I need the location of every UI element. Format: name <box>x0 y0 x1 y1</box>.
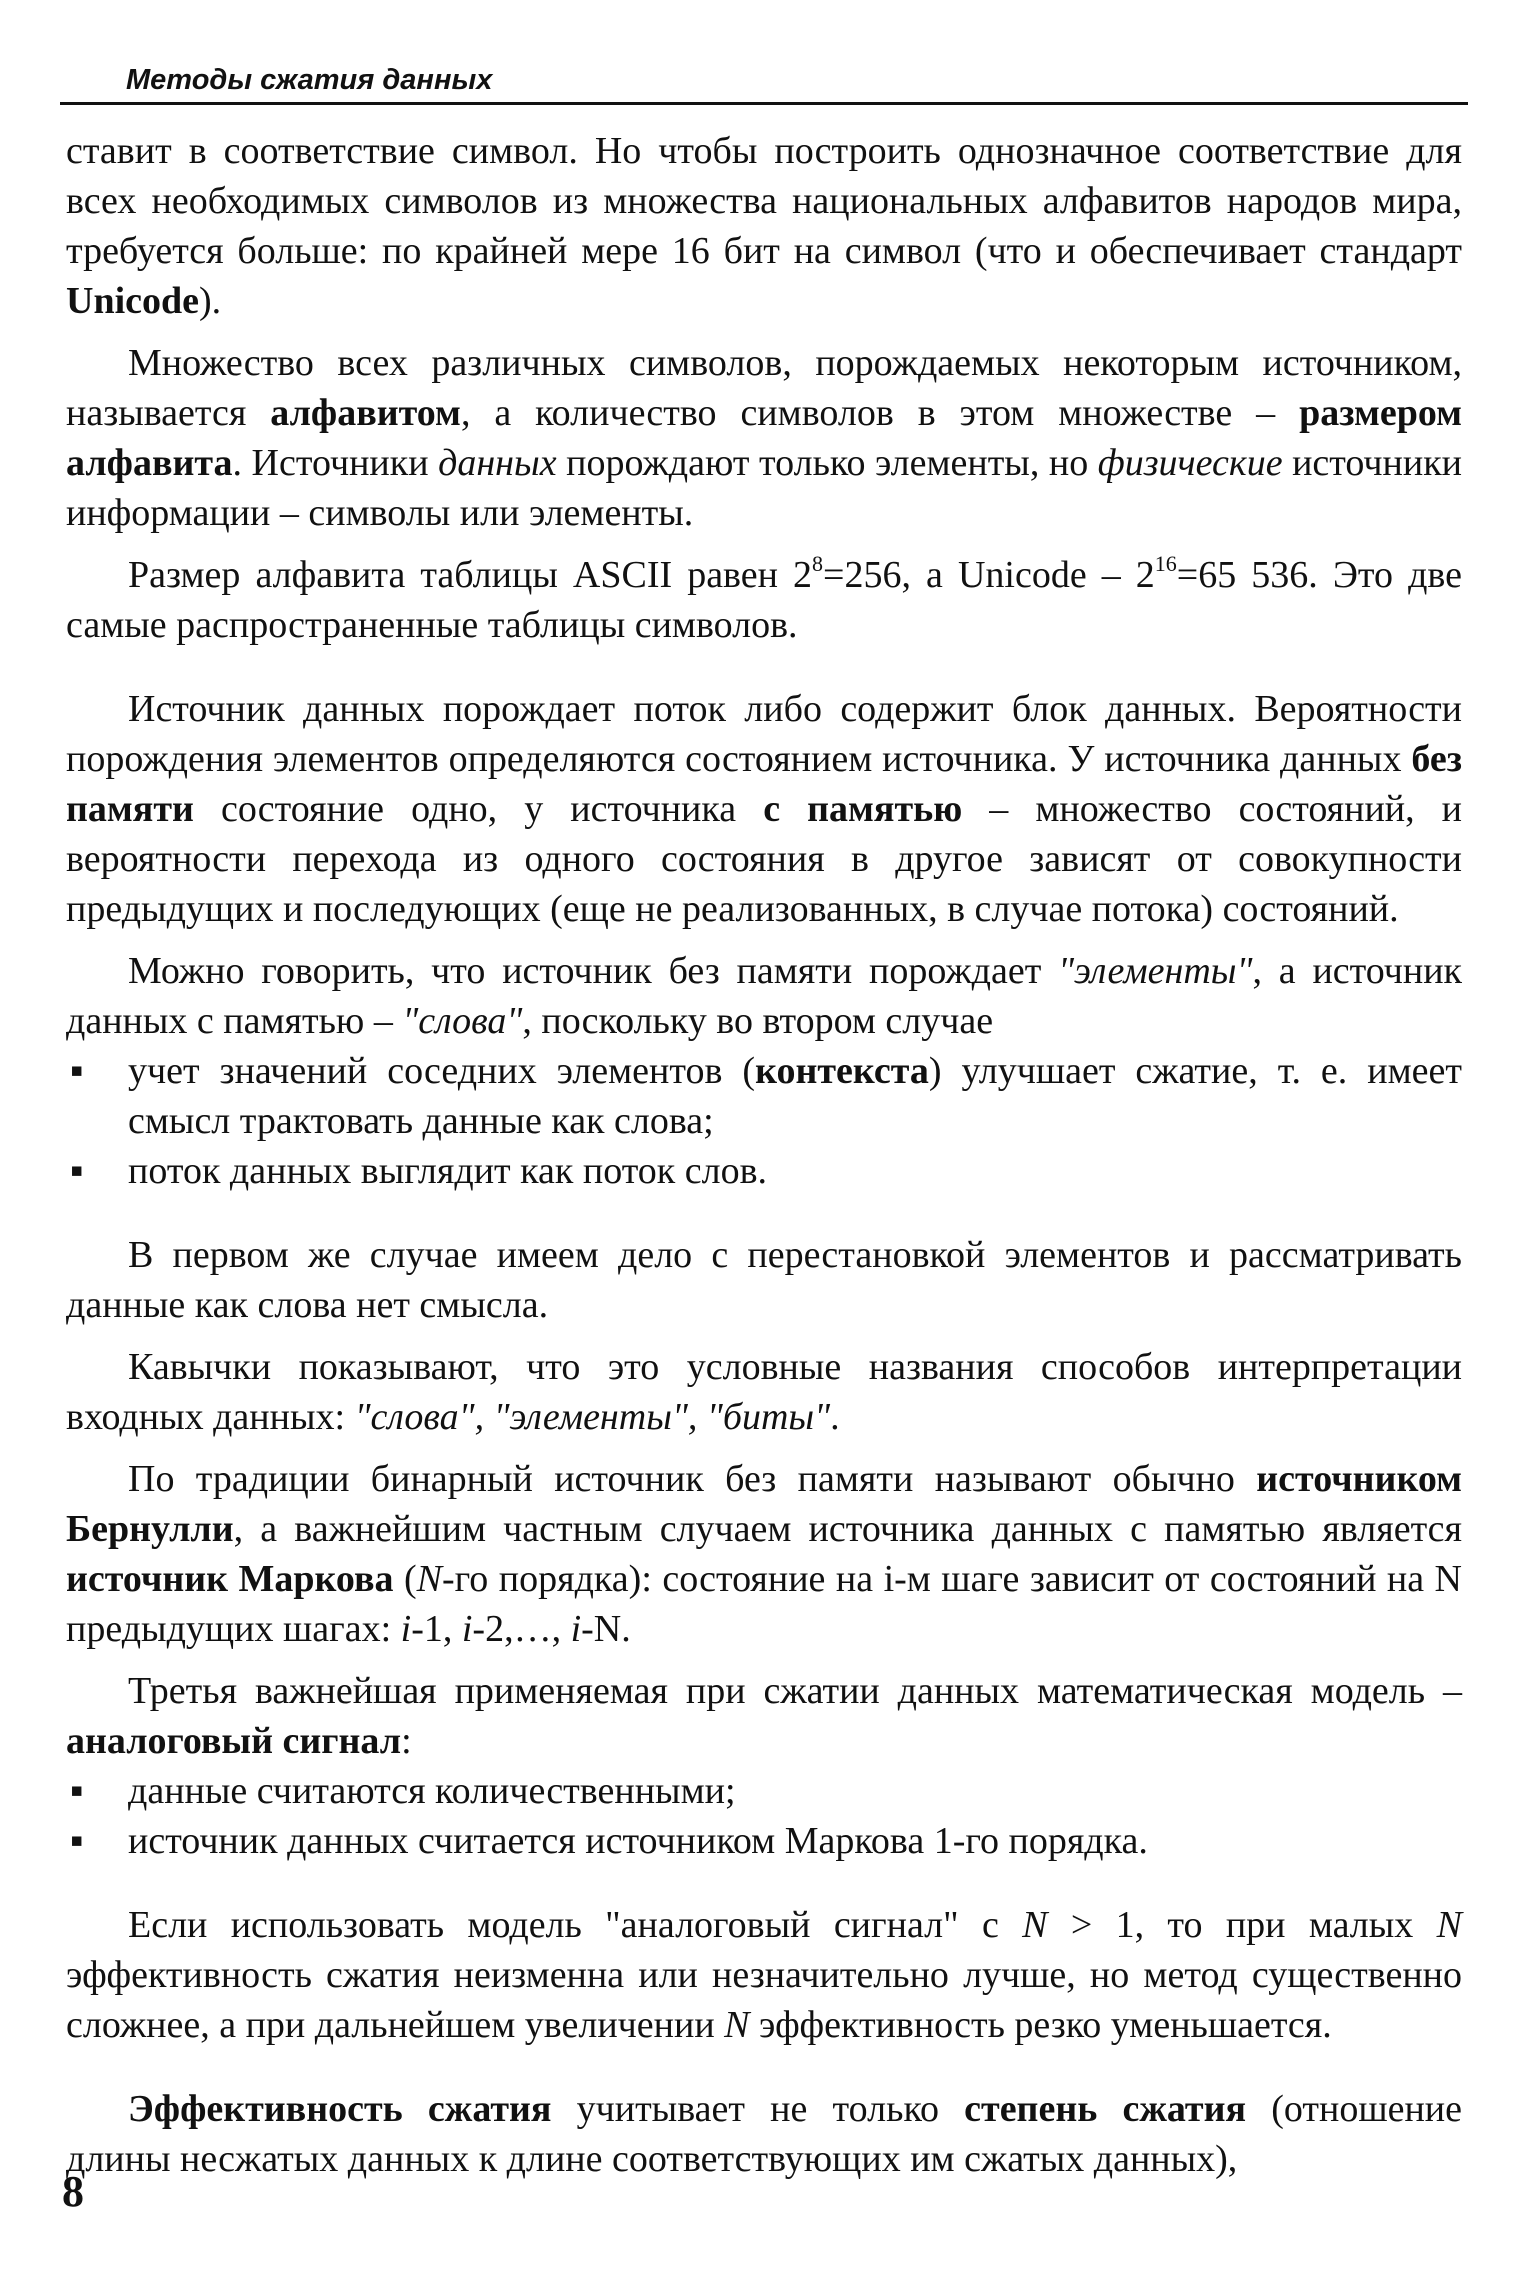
paragraph-4: Источник данных порождает поток либо содержит блок данных. Вероятности порождения элементов определяются состоянием источника. У источника данных без памяти состояние одно, у источника с памятью – множество состояний, и вероятности перехода из одного состояния в другое зависят от совокупности предыдущих и последующих (еще не реализованных, в случае потока) состояний. <box>66 688 1462 930</box>
paragraph-8: По традиции бинарный источник без памяти называют обычно источником Бернулли, а важнейшим частным случаем источника данных с памятью является источник Маркова (N-го порядка): состояние на i-м шаге зависит от состояний на N предыдущих шагах: i-1, i-2,…, i-N. <box>66 1458 1462 1650</box>
paragraph-3: Размер алфавита таблицы ASCII равен $2^8=256$, а Unicode – $2^{16}=65$ 536. Это две самые распространенные таблицы символов. <box>66 551 1463 646</box>
bullet-icon: ▪ <box>70 1050 84 1092</box>
bullet-icon: ▪ <box>70 1150 84 1192</box>
paragraph-1: ставит в соответствие символ. Но чтобы построить однозначное соответствие для всех необходимых символов из множества национальных алфавитов народов мира, требуется больше: по крайней мере 16 бит на символ (что и обеспечивает стандарт Unicode). <box>66 130 1462 322</box>
bullet-icon: ▪ <box>70 1770 84 1812</box>
page-body <box>66 126 1462 2184</box>
paragraph-10: Если использовать модель "аналоговый сигнал" с N > 1, то при малых N эффективность сжатия неизменна или незначительно лучше, но метод существенно сложнее, а при дальнейшем увеличении N эффективность резко уменьшается. <box>66 1904 1462 2046</box>
paragraph-11: Эффективность сжатия учитывает не только степень сжатия (отношение длины несжатых данных к длине соответствующих им сжатых данных), <box>66 2088 1462 2180</box>
paragraph-7: Кавычки показывают, что это условные названия способов интерпретации входных данных: "слова", "элементы", "биты". <box>66 1346 1462 1438</box>
list-item: ▪ учет значений соседних элементов (контекста) улучшает сжатие, т. е. имеет смысл трактовать данные как слова; <box>66 1046 1462 1146</box>
header-rule <box>60 102 1468 105</box>
list-item: ▪ поток данных выглядит как поток слов. <box>66 1146 1462 1196</box>
bullet-icon: ▪ <box>70 1820 84 1862</box>
paragraph-6: В первом же случае имеем дело с перестановкой элементов и рассматривать данные как слова нет смысла. <box>66 1234 1462 1326</box>
running-head: Методы сжатия данных <box>126 64 493 96</box>
page-number: 8 <box>62 2167 84 2216</box>
list-item: ▪ источник данных считается источником Маркова 1-го порядка. <box>66 1816 1462 1866</box>
paragraph-2: Множество всех различных символов, порождаемых некоторым источником, называется алфавитом, а количество символов в этом множестве – размером алфавита. Источники данных порождают только элементы, но физические источники информации – символы или элементы. <box>66 342 1463 534</box>
list-item: ▪ данные считаются количественными; <box>66 1766 1462 1816</box>
paragraph-9: Третья важнейшая применяемая при сжатии данных математическая модель – аналоговый сигнал: <box>66 1670 1462 1762</box>
paragraph-5: Можно говорить, что источник без памяти порождает "элементы", а источник данных с памятью – "слова", поскольку во втором случае <box>66 950 1463 1042</box>
